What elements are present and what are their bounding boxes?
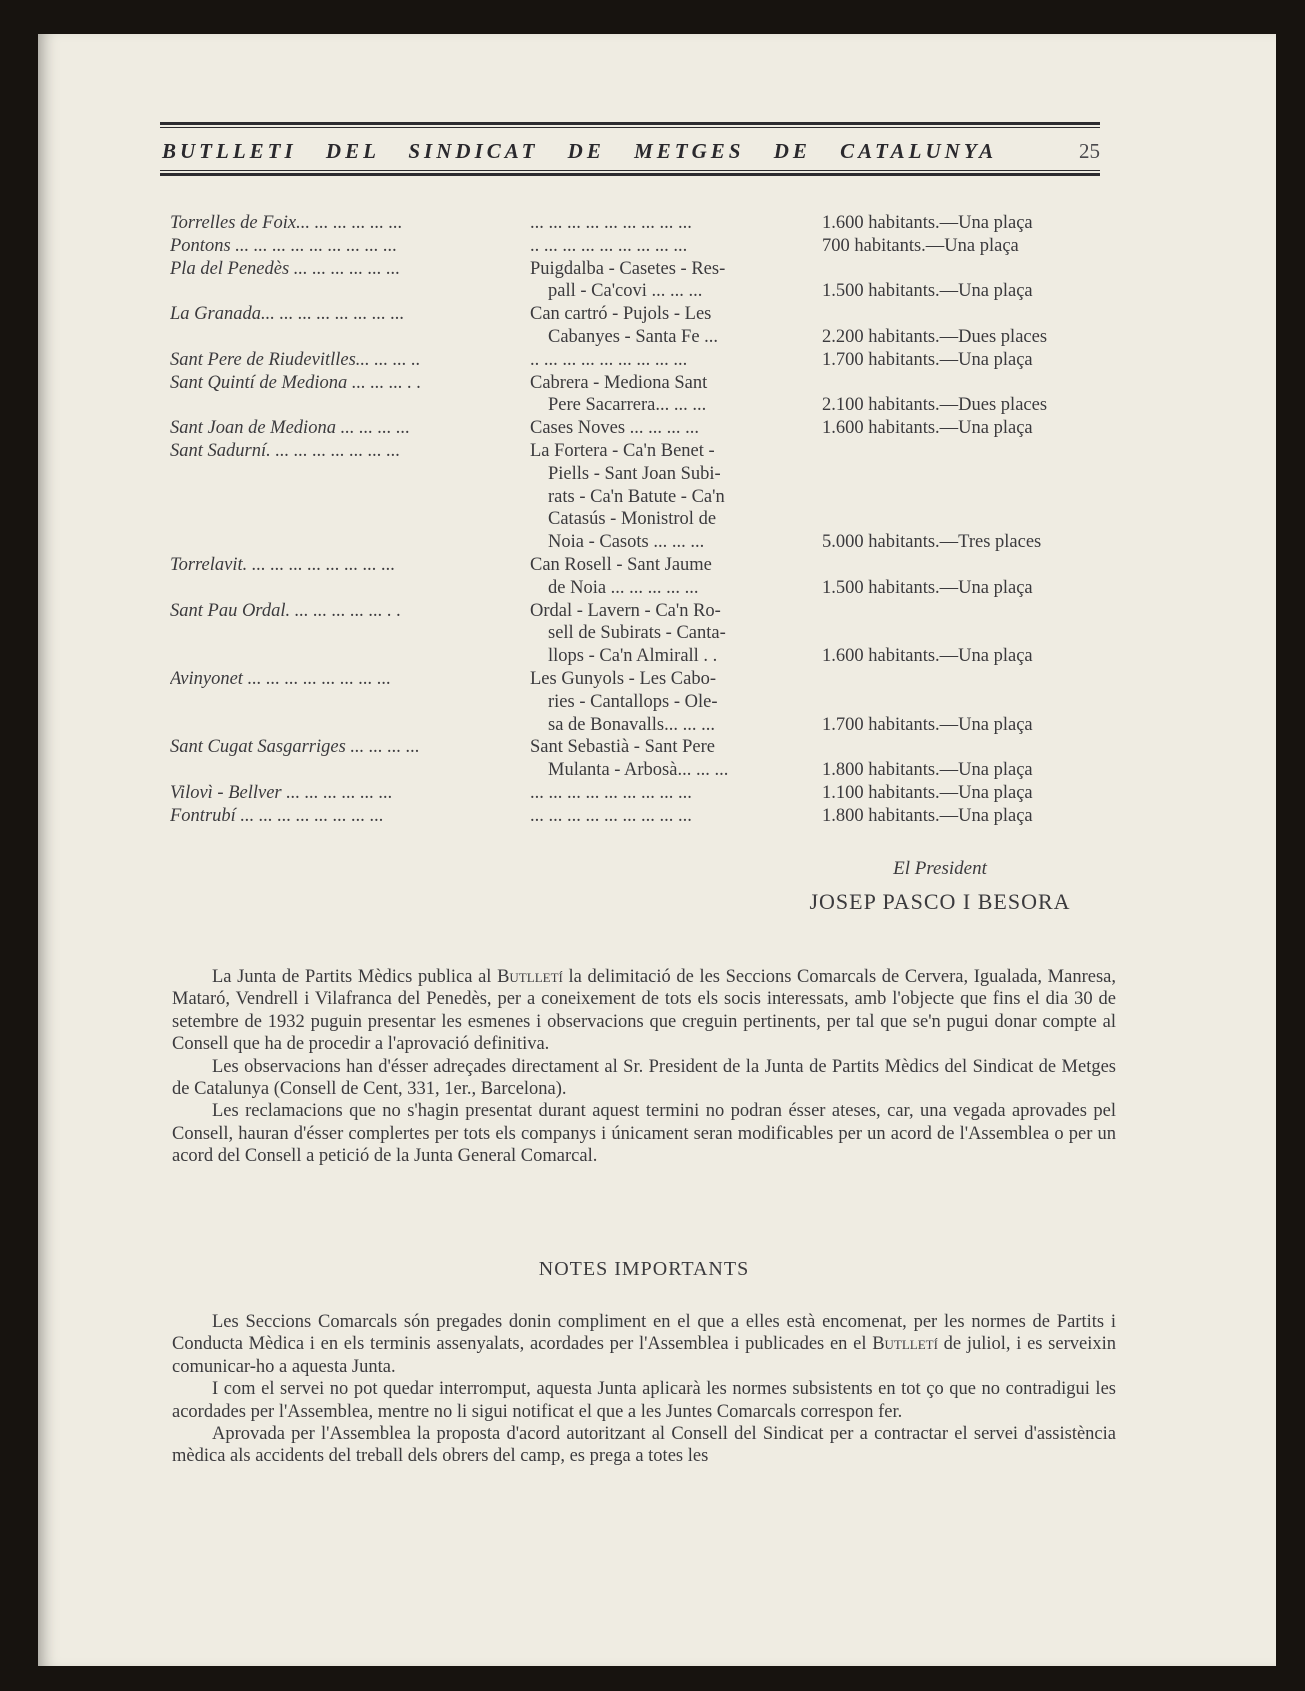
journal-name: Butlletí <box>497 967 563 987</box>
population-places: 1.600 habitants.—Una plaça <box>822 646 1033 667</box>
municipality-name: Fontrubí ... ... ... ... ... ... ... ... <box>170 805 384 826</box>
district-part-line: Sant Sebastià - Sant Pere <box>530 737 715 758</box>
municipality-name: La Granada... ... ... ... ... ... ... ... <box>170 304 405 325</box>
district-part-line: ... ... ... ... ... ... ... ... ... <box>530 782 692 803</box>
paragraph: I com el servei no pot quedar interromput, aquesta Junta aplicarà les normes subsistents en tot ço que no contradigui les acordades per l'Assemblea, mentre no li sigui notificat el que a les Juntes Comarcals correspon fer. <box>172 1379 1116 1422</box>
population-places: 1.800 habitants.—Una plaça <box>822 805 1033 826</box>
paragraph <box>172 1311 1116 1378</box>
municipality-name: Avinyonet ... ... ... ... ... ... ... ... <box>170 668 391 689</box>
journal-name: Butlletí <box>872 1334 938 1355</box>
population-places: 1.600 habitants.—Una plaça <box>822 418 1033 439</box>
paragraph: Les reclamacions que no s'hagin presentat durant aquest termini no podran ésser ateses, car, una vegada aprovades pel Consell, hauran d'ésser complertes per tots els companys i únicament seran modificables per un acord de l'Assemblea o per un acord del Consell a petició de la Junta General Comarcal. <box>172 1101 1116 1167</box>
municipality-name: Torrelavit. ... ... ... ... ... ... ... ... <box>170 554 396 575</box>
district-row <box>170 668 1100 736</box>
paragraph-text: de juliol, i es serveixin comunicar-ho a aquesta Junta. <box>172 1334 1116 1377</box>
district-part-line: Catasús - Monistrol de <box>548 509 717 530</box>
municipality-name: Vilovì - Bellver ... ... ... ... ... ... <box>170 782 393 803</box>
notes-text <box>172 1311 1116 1468</box>
population-places: 1.500 habitants.—Una plaça <box>822 281 1033 302</box>
medical-districts-list <box>170 212 1100 828</box>
population-places: 700 habitants.—Una plaça <box>822 235 1019 256</box>
municipality-name: Sant Sadurní. ... ... ... ... ... ... ... <box>170 440 401 461</box>
district-part-line: rats - Ca'n Batute - Ca'n <box>548 486 725 507</box>
page-number: 25 <box>1079 139 1100 163</box>
district-part-line: sell de Subirats - Canta- <box>548 623 726 644</box>
district-part-line: La Fortera - Ca'n Benet - <box>530 440 715 461</box>
district-parts <box>530 600 780 668</box>
district-part-line: .. ... ... ... ... ... ... ... ... <box>530 349 688 370</box>
district-parts <box>530 212 780 235</box>
district-part-line: Cabanyes - Santa Fe ... <box>548 326 719 347</box>
paragraph-text: la delimitació de les Seccions Comarcals de Cervera, Igualada, Manresa, Mataró, Vendrell i Vilafranca del Penedès, per a coneixement de tots els socis interessats, amb l'objecte que fins el dia 30 de setembre de 1932 puguin presentar les esmenes i observacions que creguin pertinents, per tal que se'n pugui donar compte al Consell que ha de procedir a l'aprovació definitiva. <box>172 967 1116 1055</box>
district-part-line: ries - Cantallops - Ole- <box>548 691 718 712</box>
municipality-name: Pla del Penedès ... ... ... ... ... ... <box>170 258 401 279</box>
announcement-text <box>172 966 1116 1168</box>
population-places: 1.600 habitants.—Una plaça <box>822 213 1033 233</box>
district-part-line: Noia - Casots ... ... ... <box>548 532 705 553</box>
district-part-line: pall - Ca'covi ... ... ... <box>548 281 703 302</box>
district-parts <box>530 805 780 828</box>
district-row <box>170 600 1100 668</box>
district-row <box>170 258 1100 304</box>
municipality-name: Sant Pau Ordal. ... ... ... ... ... . . <box>170 600 402 621</box>
population-places: 1.800 habitants.—Una plaça <box>822 760 1033 781</box>
district-parts <box>530 782 780 805</box>
municipality-name: Sant Cugat Sasgarriges ... ... ... ... <box>170 737 420 758</box>
population-places: 5.000 habitants.—Tres places <box>822 532 1042 553</box>
district-part-line: Piells - Sant Joan Subi- <box>548 463 721 484</box>
district-part-line: Pere Sacarrera... ... ... <box>548 395 707 416</box>
population-places: 1.100 habitants.—Una plaça <box>822 782 1033 803</box>
district-row <box>170 349 1100 372</box>
district-parts <box>530 440 780 554</box>
district-part-line: de Noia ... ... ... ... ... <box>548 577 699 598</box>
district-parts <box>530 668 780 736</box>
journal-title: BUTLLETI DEL SINDICAT DE METGES DE CATALUNYA <box>162 139 998 163</box>
paragraph: Aprovada per l'Assemblea la proposta d'acord autoritzant al Consell del Sindicat per a contractar el servei d'assistència mèdica als accidents del treball dels obrers del camp, es prega a totes les <box>172 1424 1116 1467</box>
district-part-line: Can cartró - Pujols - Les <box>530 304 712 325</box>
paragraph: Les observacions han d'ésser adreçades directament al Sr. President de la Junta de Partits Mèdics del Sindicat de Metges de Catalunya (Consell de Cent, 331, 1er., Barcelona). <box>172 1056 1116 1100</box>
district-part-line: Ordal - Lavern - Ca'n Ro- <box>530 600 721 621</box>
population-places: 1.700 habitants.—Una plaça <box>822 349 1033 370</box>
district-part-line: Mulanta - Arbosà... ... ... <box>548 760 729 781</box>
district-parts <box>530 349 780 372</box>
paragraph-text: Les Seccions Comarcals són pregades donin compliment en el que a elles està encomenat, per les normes de Partits i Conducta Mèdica i en els terminis assenyalats, acordades per l'Assemblea i publicades en el <box>172 1312 1116 1355</box>
district-part-line: ... ... ... ... ... ... ... ... ... <box>530 805 692 826</box>
header-rule-bottom-thin <box>160 170 1100 171</box>
municipality-name: Sant Pere de Riudevitlles... ... ... .. <box>170 349 421 370</box>
district-row <box>170 417 1100 440</box>
signature-block <box>800 856 1080 918</box>
page-header <box>160 120 1100 184</box>
district-part-line: Puigdalba - Casetes - Res- <box>530 258 726 279</box>
header-rule-top-thin <box>160 127 1100 128</box>
district-row <box>170 212 1100 235</box>
district-part-line: Cases Noves ... ... ... ... <box>530 418 700 439</box>
municipality-name: Pontons ... ... ... ... ... ... ... ... ... <box>170 235 398 256</box>
district-parts <box>530 235 780 258</box>
district-parts <box>530 417 780 440</box>
district-row <box>170 782 1100 805</box>
district-part-line: Can Rosell - Sant Jaume <box>530 554 712 575</box>
population-places: 1.500 habitants.—Una plaça <box>822 577 1033 598</box>
district-row <box>170 372 1100 418</box>
district-parts <box>530 554 780 600</box>
district-parts <box>530 736 780 782</box>
district-part-line: sa de Bonavalls... ... ... <box>548 714 715 735</box>
district-row <box>170 235 1100 258</box>
municipality-name: Torrelles de Foix... ... ... ... ... ... <box>170 213 403 233</box>
district-part-line: ... ... ... ... ... ... ... ... ... <box>530 213 692 233</box>
population-places: 1.700 habitants.—Una plaça <box>822 714 1033 735</box>
district-row <box>170 554 1100 600</box>
header-rule-top <box>160 122 1100 125</box>
paragraph <box>172 966 1116 1056</box>
signatory-name: JOSEP PASCO I BESORA <box>809 889 1071 914</box>
district-parts <box>530 258 780 304</box>
population-places: 2.200 habitants.—Dues places <box>822 326 1048 347</box>
municipality-name: Sant Joan de Mediona ... ... ... ... <box>170 418 410 439</box>
district-row <box>170 303 1100 349</box>
section-heading: NOTES IMPORTANTS <box>538 1258 750 1280</box>
district-part-line: Cabrera - Mediona Sant <box>530 372 708 393</box>
district-part-line: Les Gunyols - Les Cabo- <box>530 668 716 689</box>
district-parts <box>530 303 780 349</box>
paragraph-text: La Junta de Partits Mèdics publica al <box>212 967 498 987</box>
signatory-role: El President <box>893 858 987 879</box>
district-row <box>170 736 1100 782</box>
population-places: 2.100 habitants.—Dues places <box>822 395 1048 416</box>
district-part-line: llops - Ca'n Almirall . . <box>548 646 718 667</box>
district-row <box>170 440 1100 554</box>
header-rule-bottom <box>160 173 1100 176</box>
district-row <box>170 805 1100 828</box>
district-part-line: .. ... ... ... ... ... ... ... ... <box>530 235 688 256</box>
district-parts <box>530 372 780 418</box>
municipality-name: Sant Quintí de Mediona ... ... ... . . <box>170 372 422 393</box>
